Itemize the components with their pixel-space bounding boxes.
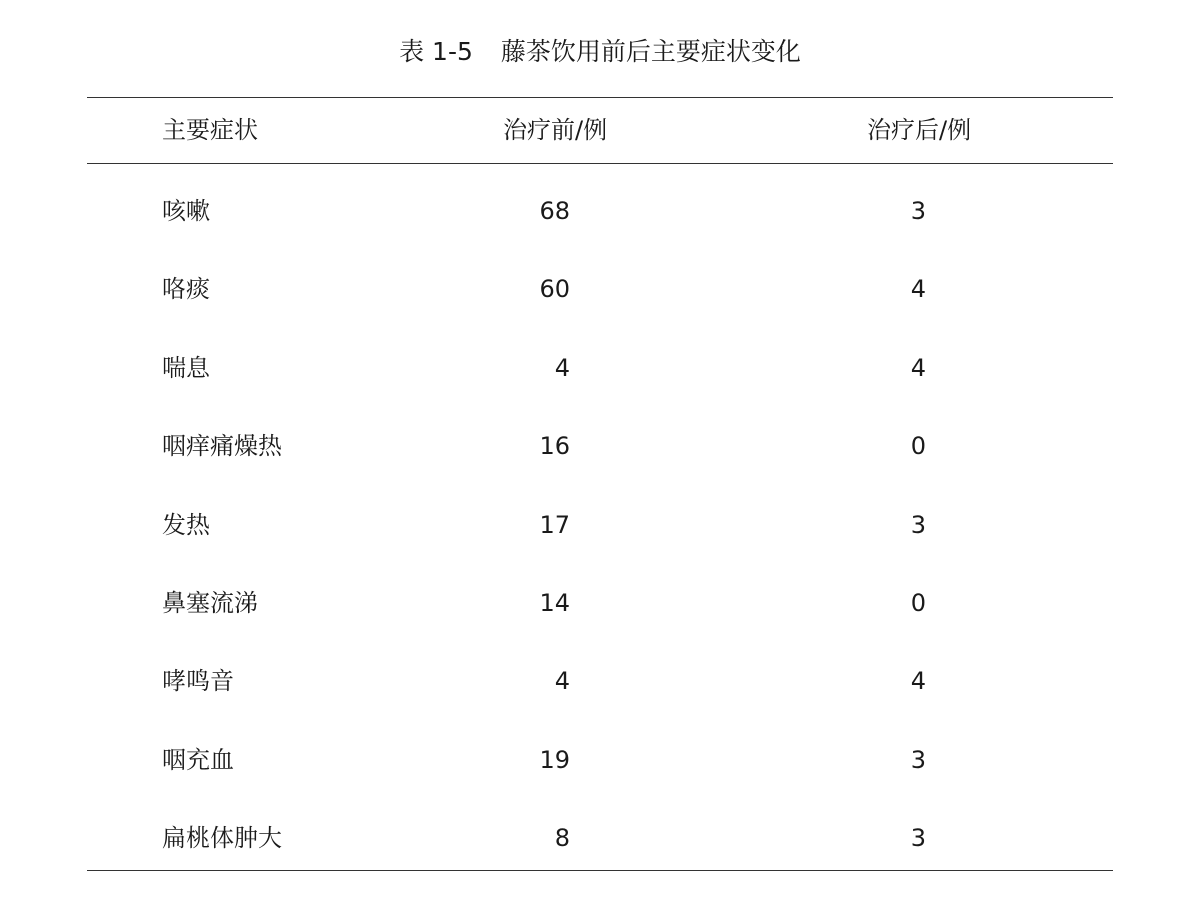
before-cell: 14 <box>539 588 570 617</box>
symptom-cell: 咯痰 <box>162 275 210 304</box>
header-after: 治疗后/例 <box>867 116 972 144</box>
header-before: 治疗前/例 <box>503 116 608 144</box>
after-cell: 4 <box>910 275 926 304</box>
table-row <box>0 816 1200 894</box>
symptom-cell: 哮鸣音 <box>162 667 234 696</box>
header-symptom: 主要症状 <box>162 116 258 144</box>
before-cell: 17 <box>539 510 570 539</box>
table-number: 表 1-5 <box>399 37 473 66</box>
before-cell: 19 <box>539 745 570 774</box>
before-cell: 8 <box>554 824 570 853</box>
table-body <box>0 189 1200 895</box>
symptom-cell: 咳嗽 <box>162 197 210 225</box>
before-cell: 60 <box>539 275 570 304</box>
after-cell: 4 <box>910 667 926 696</box>
table-row <box>0 738 1200 816</box>
table-row <box>0 503 1200 581</box>
table-row <box>0 424 1200 502</box>
symptom-cell: 鼻塞流涕 <box>162 588 258 617</box>
table-row <box>0 346 1200 424</box>
after-cell: 0 <box>910 588 926 617</box>
symptom-cell: 扁桃体肿大 <box>162 824 282 853</box>
table-row <box>0 189 1200 267</box>
after-cell: 4 <box>910 353 926 382</box>
bottom-rule <box>87 870 1113 871</box>
before-cell: 16 <box>539 432 570 461</box>
table-row <box>0 267 1200 345</box>
symptom-cell: 发热 <box>162 510 210 539</box>
table-row <box>0 659 1200 737</box>
top-rule <box>87 97 1113 98</box>
before-cell: 4 <box>554 667 570 696</box>
after-cell: 3 <box>910 197 926 225</box>
symptom-cell: 咽痒痛燥热 <box>162 432 282 461</box>
symptom-cell: 咽充血 <box>162 745 234 774</box>
header-rule <box>87 163 1113 164</box>
table-caption <box>0 34 1200 70</box>
before-cell: 4 <box>554 353 570 382</box>
after-cell: 3 <box>910 824 926 853</box>
symptom-cell: 喘息 <box>162 353 210 382</box>
before-cell: 68 <box>539 197 570 225</box>
after-cell: 0 <box>910 432 926 461</box>
table-title: 藤茶饮用前后主要症状变化 <box>500 37 801 66</box>
table-row <box>0 581 1200 659</box>
after-cell: 3 <box>910 745 926 774</box>
after-cell: 3 <box>910 510 926 539</box>
